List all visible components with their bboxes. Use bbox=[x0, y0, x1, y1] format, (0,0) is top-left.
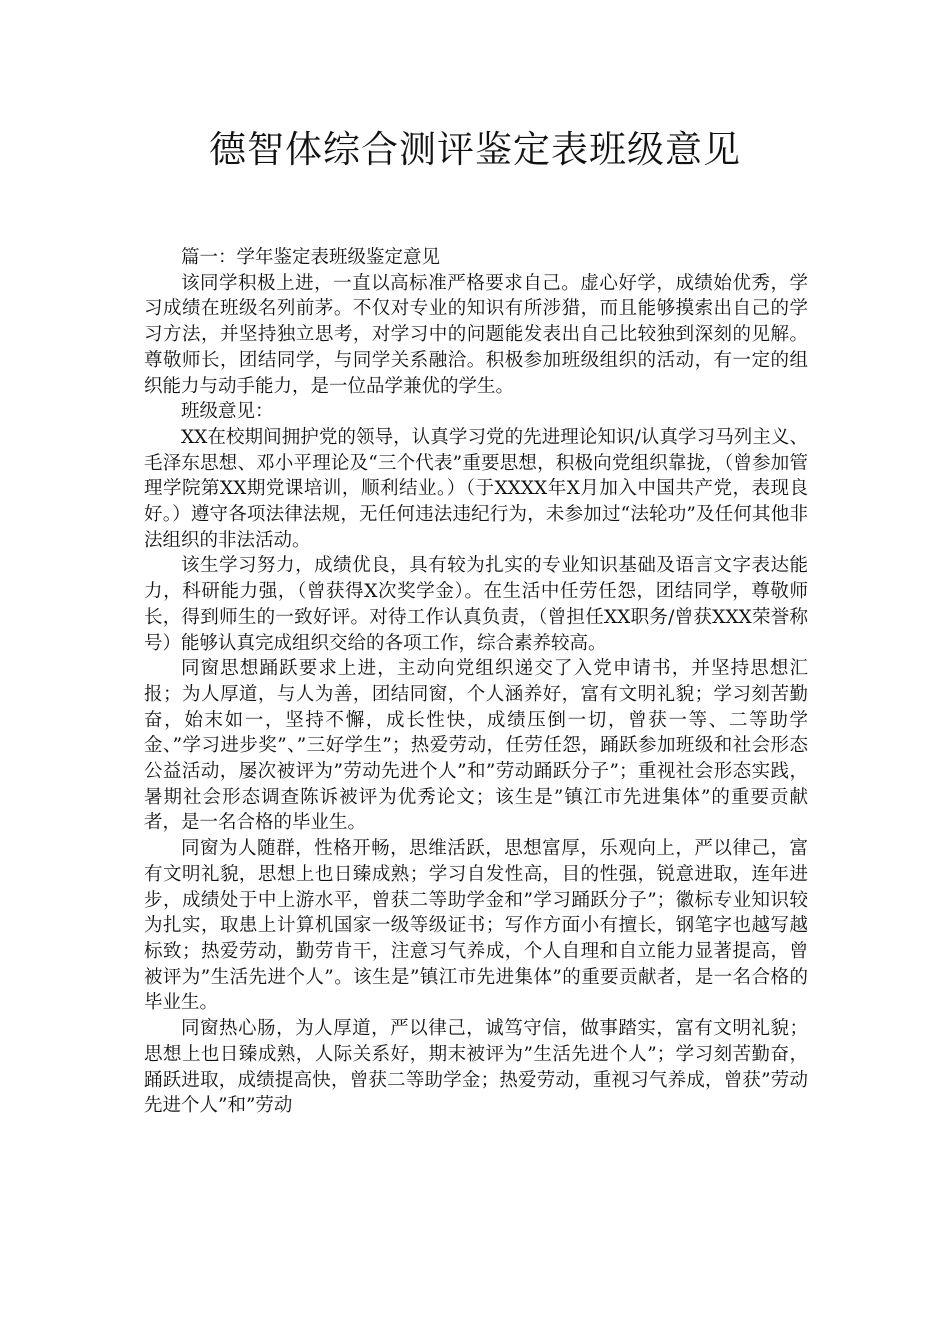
paragraph: 该生学习努力，成绩优良，具有较为扎实的专业知识基础及语言文字表达能力，科研能力强，（曾获得X次奖学金）。在生活中任劳任怨，团结同学，尊敬师长，得到师生的一致好评。对待工作认真负责，（曾担任XX职务/曾获XXX荣誉称号）能够认真完成组织交给的各项工作，综合素养较高。 bbox=[144, 555, 808, 654]
document-title: 德智体综合测评鉴定表班级意见 bbox=[209, 128, 741, 171]
paragraph: 该同学积极上进，一直以高标准严格要求自己。虚心好学，成绩始优秀，学习成绩在班级名列前茅。不仅对专业的知识有所涉猎，而且能够摸索出自己的学习方法，并坚持独立思考，对学习中的问题能发表出自己比较独到深刻的见解。尊敬师长，团结同学，与同学关系融洽。积极参加班级组织的活动，有一定的组织能力与动手能力，是一位品学兼优的学生。 bbox=[144, 272, 808, 397]
section-label: 班级意见： bbox=[181, 401, 274, 423]
paragraph: 同窗热心肠，为人厚道，严以律己，诚笃守信，做事踏实，富有文明礼貌；思想上也日臻成熟，人际关系好，期末被评为”生活先进个人”；学习刻苦勤奋，踊跃进取，成绩提高快，曾获二等助学金；热爱劳动，重视习气养成，曾获”劳动先进个人”和”劳动 bbox=[144, 1018, 808, 1117]
document-body bbox=[144, 245, 808, 1119]
paragraph: 同窗为人随群，性格开畅，思维活跃，思想富厚，乐观向上，严以律己，富有文明礼貌，思想上也日臻成熟；学习自发性高，目的性强，锐意进取，连年进步，成绩处于中上游水平，曾获二等助学金和”学习踊跃分子”；徽标专业知识较为扎实，取患上计算机国家一级等级证书；写作方面小有擅长，钢笔字也越写越标致；热爱劳动，勤劳肯干，注意习气养成，个人自理和自立能力显著提高，曾被评为”生活先进个人”。该生是”镇江市先进集体”的重要贡献者，是一名合格的毕业生。 bbox=[144, 838, 808, 1014]
paragraph: XX在校期间拥护党的领导，认真学习党的先进理论知识/认真学习马列主义、毛泽东思想、邓小平理论及“三个代表”重要思想，积极向党组织靠拢，（曾参加管理学院第XX期党课培训，顺利结业。）（于XXXX年X月加入中国共产党，表现良好。）遵守各项法律法规，无任何违法违纪行为，未参加过“法轮功”及任何其他非法组织的非法活动。 bbox=[144, 426, 808, 551]
paragraph: 同窗思想踊跃要求上进，主动向党组织递交了入党申请书，并坚持思想汇报；为人厚道，与人为善，团结同窗，个人涵养好，富有文明礼貌；学习刻苦勤奋，始末如一，坚持不懈，成长性快，成绩压倒一切，曾获一等、二等助学金、”学习进步奖”、”三好学生”；热爱劳动，任劳任怨，踊跃参加班级和社会形态公益活动，屡次被评为”劳动先进个人”和”劳动踊跃分子”；重视社会形态实践，暑期社会形态调查陈诉被评为优秀论文；该生是”镇江市先进集体”的重要贡献者，是一名合格的毕业生。 bbox=[144, 658, 808, 834]
section-heading: 篇一：学年鉴定表班级鉴定意见 bbox=[181, 247, 441, 268]
